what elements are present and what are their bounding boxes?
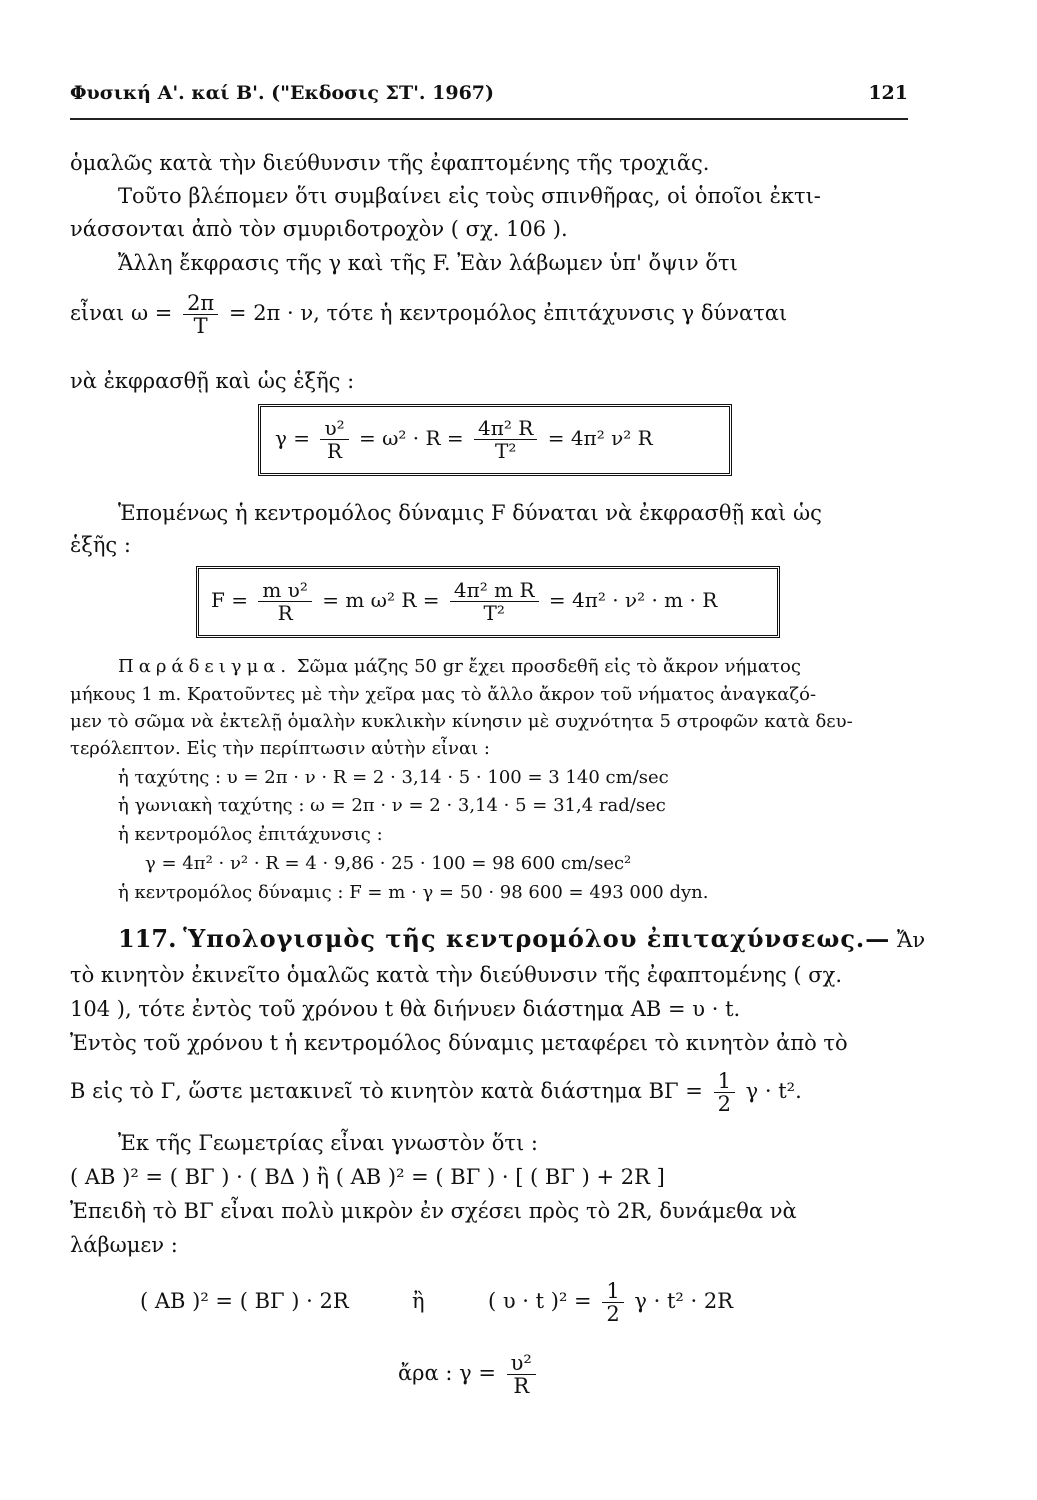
- page-header: [70, 82, 908, 112]
- equation-line: [398, 1352, 540, 1397]
- text-segment: γ · t² · 2R: [634, 1289, 734, 1313]
- text-line: τὸ κινητὸν ἐκινεῖτο ὁμαλῶς κατὰ τὴν διεύθυνσιν τῆς ἐφαπτομένης ( σχ.: [70, 963, 843, 987]
- text-line: ὁμαλῶς κατὰ τὴν διεύθυνσιν τῆς ἐφαπτομένης τῆς τροχιᾶς.: [70, 151, 710, 175]
- numerator: υ²: [507, 1352, 536, 1375]
- equation-or: ἢ: [412, 1289, 425, 1313]
- example-line: ἡ κεντρομόλος δύναμις : F = m · γ = 50 · 98 600 = 493 000 dyn.: [118, 882, 709, 903]
- formula-segment: = m ω² R =: [322, 588, 440, 612]
- denominator: T²: [483, 601, 505, 625]
- text-line: Ἐπειδὴ τὸ ΒΓ εἶναι πολὺ μικρὸν ἐν σχέσει πρὸς τὸ 2R, δυνάμεθα νὰ: [70, 1199, 797, 1223]
- numerator: 2π: [183, 292, 218, 315]
- formula-segment: = ω² · R =: [358, 426, 464, 450]
- equation-left: ( AB )² = ( ΒΓ ) · 2R: [140, 1289, 349, 1313]
- formula-segment: F =: [211, 588, 248, 612]
- formula-segment: = 4π² · ν² · m · R: [548, 588, 718, 612]
- numerator: υ²: [320, 417, 348, 440]
- fraction: [714, 1070, 735, 1115]
- numerator: 4π² m R: [450, 579, 539, 602]
- text-segment: Σῶμα μάζης 50 gr ἔχει προσδεθῆ εἰς τὸ ἄκρον νήματος: [296, 656, 801, 677]
- text-line: λάβωμεν :: [70, 1233, 178, 1257]
- text-line: Ἐκ τῆς Γεωμετρίας εἶναι γνωστὸν ὅτι :: [118, 1131, 538, 1155]
- text-segment: γ · t².: [745, 1079, 802, 1103]
- denominator: T: [193, 314, 208, 338]
- text-line: ( AB )² = ( ΒΓ ) · ( ΒΔ ) ἢ ( AB )² = ( ΒΓ ) · [ ( ΒΓ ) + 2R ]: [70, 1165, 665, 1189]
- example-line: μεν τὸ σῶμα νὰ ἐκτελῇ ὁμαλὴν κυκλικὴν κίνησιν μὲ συχνότητα 5 στροφῶν κατὰ δευ-: [70, 711, 853, 732]
- text-line: νάσσονται ἀπὸ τὸν σμυριδοτροχὸν ( σχ. 106 ).: [70, 217, 568, 241]
- fraction: [183, 292, 218, 337]
- example-line: μήκους 1 m. Κρατοῦντες μὲ τὴν χεῖρα μας τὸ ἄλλο ἄκρον τοῦ νήματος ἀναγκαζό-: [70, 684, 817, 705]
- text-line: 104 ), τότε ἐντὸς τοῦ χρόνου t θὰ διήνυεν διάστημα AB = υ · t.: [70, 997, 741, 1021]
- section-title: Ὑπολογισμὸς τῆς κεντρομόλου ἐπιταχύνσεως.—: [183, 924, 891, 953]
- formula-line: [70, 292, 787, 337]
- text-segment: ( υ · t )² =: [487, 1289, 592, 1313]
- formula-box-force: [196, 566, 780, 638]
- denominator: 2: [717, 1092, 731, 1116]
- example-line: [118, 656, 801, 678]
- fraction: [450, 579, 539, 624]
- numerator: 4π² R: [474, 417, 537, 440]
- example-line: ἡ κεντρομόλος ἐπιτάχυνσις :: [118, 824, 383, 845]
- text-segment: ἄρα : γ =: [398, 1361, 496, 1385]
- text-segment: Ἄν: [896, 928, 926, 952]
- formula-line: [70, 1070, 802, 1115]
- example-line: ἡ γωνιακὴ ταχύτης : ω = 2π · ν = 2 · 3,14 · 5 = 31,4 rad/sec: [118, 795, 666, 816]
- denominator: 2: [606, 1302, 620, 1326]
- fraction: [507, 1352, 536, 1397]
- formula-box-acceleration: [258, 404, 732, 476]
- boxed-formula: [275, 417, 653, 462]
- boxed-formula: [211, 579, 717, 624]
- equation-line: [140, 1280, 733, 1325]
- text-segment: = 2π · ν, τότε ἡ κεντρομόλος ἐπιτάχυνσις γ δύναται: [228, 301, 788, 325]
- denominator: R: [277, 601, 293, 625]
- text-line: Ἐντὸς τοῦ χρόνου t ἡ κεντρομόλος δύναμις μεταφέρει τὸ κινητὸν ἀπὸ τὸ: [70, 1031, 848, 1055]
- page-number: 121: [868, 82, 908, 104]
- text-line: Ἑπομένως ἡ κεντρομόλος δύναμις F δύναται νὰ ἐκφρασθῇ καὶ ὡς: [118, 501, 822, 525]
- fraction: [602, 1280, 623, 1325]
- denominator: R: [513, 1374, 530, 1398]
- text-segment: B εἰς τὸ Γ, ὥστε μετακινεῖ τὸ κινητὸν κατὰ διάστημα ΒΓ =: [70, 1079, 703, 1103]
- header-rule: [70, 118, 908, 120]
- fraction: [320, 417, 348, 462]
- section-number: 117.: [118, 924, 177, 953]
- denominator: R: [327, 439, 343, 463]
- formula-segment: γ =: [275, 426, 311, 450]
- example-line: τερόλεπτον. Εἰς τὴν περίπτωσιν αὐτὴν εἶναι :: [70, 738, 490, 759]
- fraction: [258, 579, 312, 624]
- text-line: Τοῦτο βλέπομεν ὅτι συμβαίνει εἰς τοὺς σπινθῆρας, οἱ ὁποῖοι ἐκτι-: [118, 184, 821, 208]
- running-title: Φυσική Α'. καί Β'. ("Εκδοσις ΣΤ'. 1967): [70, 82, 495, 104]
- numerator: 1: [714, 1070, 735, 1093]
- formula-segment: = 4π² ν² R: [547, 426, 653, 450]
- example-label: Παράδειγμα.: [118, 656, 292, 677]
- text-segment: εἶναι ω =: [70, 301, 173, 325]
- example-line: ἡ ταχύτης : υ = 2π · ν · R = 2 · 3,14 · 5 · 100 = 3 140 cm/sec: [118, 767, 669, 788]
- numerator: m υ²: [258, 579, 312, 602]
- numerator: 1: [602, 1280, 623, 1303]
- text-line: ἑξῆς :: [70, 533, 131, 557]
- denominator: T²: [495, 439, 517, 463]
- fraction: [474, 417, 537, 462]
- example-line: γ = 4π² · ν² · R = 4 · 9,86 · 25 · 100 = 98 600 cm/sec²: [145, 853, 632, 874]
- section-heading: [118, 926, 925, 953]
- text-line: Ἄλλη ἔκφρασις τῆς γ καὶ τῆς F. Ἐὰν λάβωμεν ὑπ' ὄψιν ὅτι: [118, 251, 738, 275]
- text-line: νὰ ἐκφρασθῇ καὶ ὡς ἑξῆς :: [70, 369, 355, 393]
